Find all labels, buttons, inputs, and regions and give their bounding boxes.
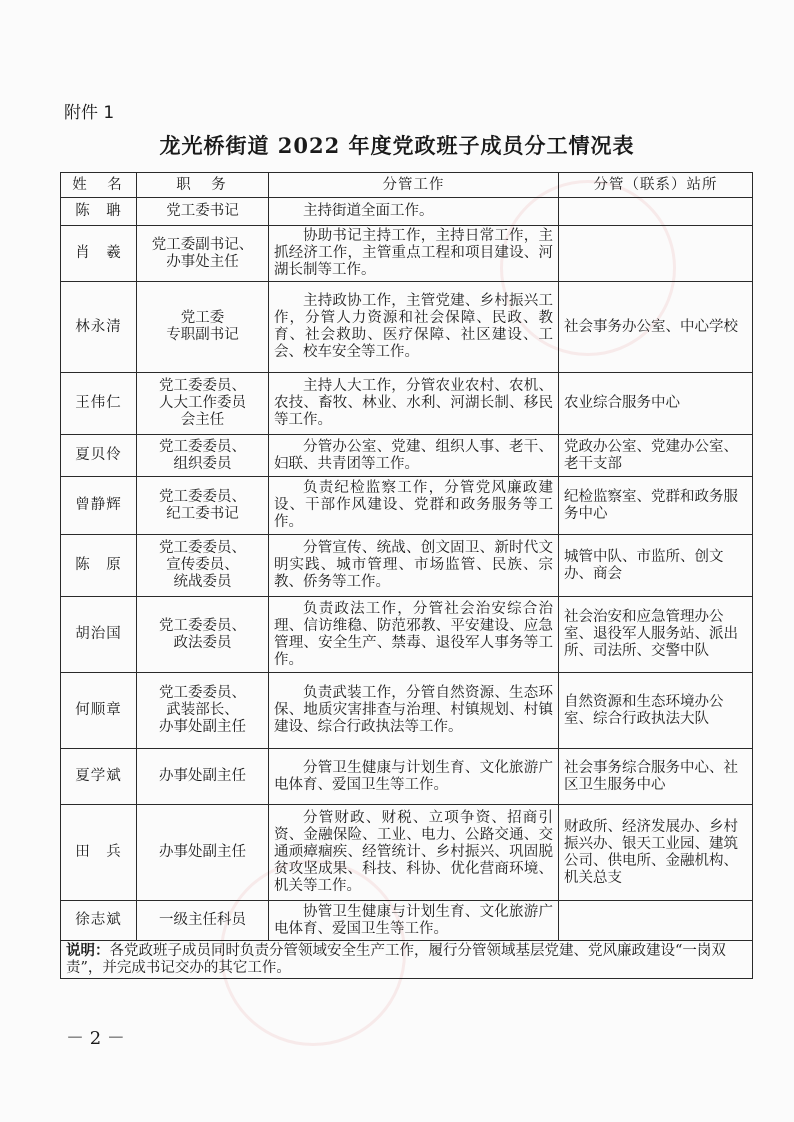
attachment-label: 附件 1 (64, 103, 115, 123)
member-duties: 分管财政、财税、立项争资、招商引资、金融保险、工业、电力、公路交通、交通顽瘴痼疾、经管统计、乡村振兴、巩固脱贫攻坚成果、科技、科协、优化营商环境、机关等工作。 (269, 805, 559, 901)
member-stations: 社会事务综合服务中心、社区卫生服务中心 (559, 749, 753, 805)
member-position: 党工委委员、 组织委员 (137, 435, 269, 477)
table-row (61, 198, 753, 226)
member-duties: 主持人大工作，分管农业农村、农机、农技、畜牧、林业、水利、河湖长制、移民等工作。 (269, 373, 559, 435)
table-row (61, 901, 753, 941)
member-name: 林永清 (61, 282, 137, 373)
member-name: 陈 聃 (61, 198, 137, 226)
page-number: － 2 － (66, 1028, 125, 1049)
member-stations: 自然资源和生态环境办公室、综合行政执法大队 (559, 673, 753, 749)
table-row (61, 226, 753, 282)
member-name: 曾静辉 (61, 477, 137, 535)
table-row (61, 435, 753, 477)
member-position: 党工委委员、 纪工委书记 (137, 477, 269, 535)
member-name: 王伟仁 (61, 373, 137, 435)
table-row (61, 673, 753, 749)
member-duties: 协助书记主持工作，主持日常工作，主抓经济工作，主管重点工程和项目建设、河湖长制等工作。 (269, 226, 559, 282)
member-name: 夏学斌 (61, 749, 137, 805)
member-position: 党工委委员、 武装部长、 办事处副主任 (137, 673, 269, 749)
note-text: 各党政班子成员同时负责分管领域安全生产工作，履行分管领域基层党建、党风廉政建设“一岗双责”，并完成书记交办的其它工作。 (66, 943, 726, 976)
table-note (61, 941, 753, 979)
member-position: 党工委委员、 政法委员 (137, 597, 269, 673)
member-duties: 协管卫生健康与计划生育、文化旅游广电体育、爱国卫生等工作。 (269, 901, 559, 941)
member-name: 田 兵 (61, 805, 137, 901)
member-stations (559, 226, 753, 282)
member-stations: 农业综合服务中心 (559, 373, 753, 435)
member-stations: 城管中队、市监所、创文办、商会 (559, 535, 753, 597)
member-stations: 社会事务办公室、中心学校 (559, 282, 753, 373)
member-name: 陈 原 (61, 535, 137, 597)
member-position: 一级主任科员 (137, 901, 269, 941)
member-position: 党工委委员、 人大工作委员 会主任 (137, 373, 269, 435)
table-row (61, 597, 753, 673)
member-duties: 分管卫生健康与计划生育、文化旅游广电体育、爱国卫生等工作。 (269, 749, 559, 805)
member-duties: 负责武装工作，分管自然资源、生态环保、地质灾害排查与治理、村镇规划、村镇建设、综合行政执法等工作。 (269, 673, 559, 749)
member-name: 夏贝伶 (61, 435, 137, 477)
duty-assignment-table (60, 172, 753, 979)
member-duties: 负责纪检监察工作，分管党风廉政建设、干部作风建设、党群和政务服务等工作。 (269, 477, 559, 535)
member-name: 何顺章 (61, 673, 137, 749)
member-name: 胡治国 (61, 597, 137, 673)
member-position: 办事处副主任 (137, 749, 269, 805)
member-duties: 主持街道全面工作。 (269, 198, 559, 226)
table-row (61, 282, 753, 373)
member-position: 党工委委员、 宣传委员、 统战委员 (137, 535, 269, 597)
header-stations: 分管（联系）站所 (559, 173, 753, 198)
header-duties: 分管工作 (269, 173, 559, 198)
member-duties: 主持政协工作，主管党建、乡村振兴工作，分管人力资源和社会保障、民政、教育、社会救助、医疗保障、社区建设、工会、校车安全等工作。 (269, 282, 559, 373)
member-name: 肖 羲 (61, 226, 137, 282)
member-stations (559, 901, 753, 941)
table-row (61, 373, 753, 435)
member-stations: 纪检监察室、党群和政务服务中心 (559, 477, 753, 535)
member-stations: 财政所、经济发展办、乡村振兴办、银天工业园、建筑公司、供电所、金融机构、机关总支 (559, 805, 753, 901)
table-row (61, 535, 753, 597)
member-stations: 党政办公室、党建办公室、老干支部 (559, 435, 753, 477)
member-position: 党工委 专职副书记 (137, 282, 269, 373)
member-duties: 负责政法工作，分管社会治安综合治理、信访维稳、防范邪教、平安建设、应急管理、安全生产、禁毒、退役军人事务等工作。 (269, 597, 559, 673)
member-duties: 分管宣传、统战、创文固卫、新时代文明实践、城市管理、市场监管、民族、宗教、侨务等工作。 (269, 535, 559, 597)
member-position: 办事处副主任 (137, 805, 269, 901)
table-row (61, 805, 753, 901)
member-name: 徐志斌 (61, 901, 137, 941)
member-position: 党工委副书记、 办事处主任 (137, 226, 269, 282)
member-position: 党工委书记 (137, 198, 269, 226)
member-stations (559, 198, 753, 226)
member-duties: 分管办公室、党建、组织人事、老干、妇联、共青团等工作。 (269, 435, 559, 477)
table-row (61, 477, 753, 535)
table-header-row (61, 173, 753, 198)
member-stations: 社会治安和应急管理办公室、退役军人服务站、派出所、司法所、交警中队 (559, 597, 753, 673)
header-name: 姓 名 (61, 173, 137, 198)
header-position: 职 务 (137, 173, 269, 198)
note-label: 说明： (66, 942, 110, 959)
table-row (61, 749, 753, 805)
document-title: 龙光桥街道 2022 年度党政班子成员分工情况表 (159, 133, 635, 158)
note-row (61, 941, 753, 979)
